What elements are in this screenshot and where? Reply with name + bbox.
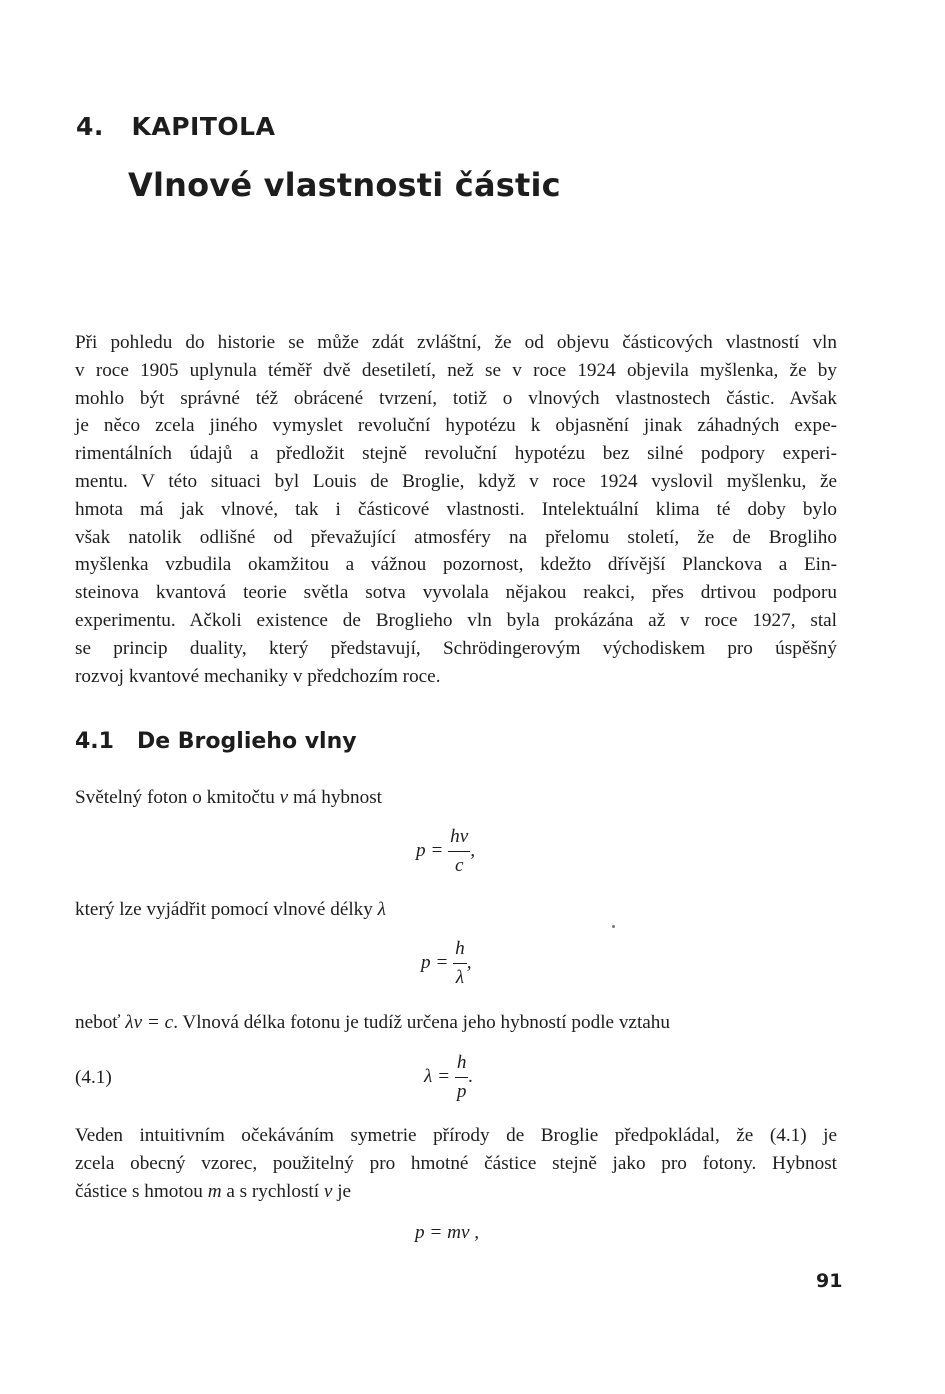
intro-line: v roce 1905 uplynula téměř dvě desetiletí, než se v roce 1924 objevila myšlenka, že by — [75, 359, 837, 381]
intro-line: mohlo být správné též obrácené tvrzení, totiž o vlnových vlastnostech částic. Avšak — [75, 387, 837, 409]
fraction-numerator: h — [455, 938, 465, 959]
math-variable: v — [279, 787, 289, 808]
intro-line: je něco zcela jiného vymyslet revoluční hypotézu k objasnění jinak záhadných expe- — [75, 415, 837, 437]
fraction — [448, 826, 470, 877]
page-number: 91 — [816, 1270, 843, 1292]
fraction-bar — [455, 1077, 469, 1078]
text-fragment: má hybnost — [288, 787, 382, 808]
equation-punctuation: . — [468, 1065, 474, 1087]
math-variable: λ — [377, 899, 386, 920]
hypothesis-line — [75, 1178, 837, 1206]
equation-number: (4.1) — [75, 1067, 112, 1088]
intro-paragraph — [75, 329, 837, 690]
intro-line: steinova kvantová teorie světla sotva vyvolala nějakou reakci, přes drtivou podporu — [75, 582, 837, 604]
text-fragment: neboť — [75, 1012, 126, 1033]
fraction — [455, 1052, 469, 1103]
intro-line: rozvoj kvantové mechaniky v předchozím roce. — [75, 665, 441, 687]
intro-line: rimentálních údajů a předložit stejně revoluční hypotézu bez silné podpory experi- — [75, 443, 837, 465]
math-expression: λv = c — [125, 1012, 174, 1033]
intro-line: Při pohledu do historie se může zdát zvláštní, že od objevu částicových vlastností vln — [75, 332, 837, 353]
equation-punctuation: , — [470, 839, 476, 861]
hypothesis-line: Veden intuitivním očekáváním symetrie přírody de Broglie předpokládal, že (4.1) je — [75, 1125, 837, 1146]
equation-de-broglie — [424, 1052, 473, 1103]
section-heading: 4.1 De Broglieho vlny — [75, 729, 357, 754]
fraction-numerator: h — [456, 1052, 467, 1073]
speck-mark — [612, 925, 615, 928]
fraction-denominator: λ — [455, 967, 465, 988]
fraction-numerator: hv — [450, 826, 469, 847]
hypothesis-paragraph — [75, 1122, 837, 1205]
fraction-denominator: c — [454, 855, 464, 876]
math-variable: m — [207, 1180, 222, 1202]
intro-line: experimentu. Ačkoli existence de Broglieho vln byla prokázána až v roce 1927, stal — [75, 609, 837, 631]
equation-momentum-frequency — [416, 826, 475, 877]
fraction — [453, 938, 467, 989]
text-fragment: částice s hmotou — [75, 1180, 208, 1202]
equation-momentum-wavelength — [421, 938, 472, 989]
text-fragment: a s rychlostí — [221, 1180, 324, 1202]
equation-lhs: λ = — [424, 1065, 451, 1087]
intro-line: však natolik odlišné od převažující atmosféry na přelomu století, že de Brogliho — [75, 526, 837, 548]
photon-wavelength-sentence — [75, 1012, 670, 1034]
fraction-denominator: p — [456, 1081, 467, 1102]
fraction-bar — [453, 963, 467, 964]
hypothesis-line: zcela obecný vzorec, použitelný pro hmotné částice stejně jako pro fotony. Hybnost — [75, 1152, 837, 1174]
equation-punctuation: , — [466, 951, 472, 973]
math-variable: v — [323, 1180, 333, 1202]
photon-sentence — [75, 787, 382, 809]
equation-lhs: p = — [416, 839, 444, 861]
text-fragment: je — [332, 1180, 352, 1202]
intro-line: myšlenka vzbudila okamžitou a vážnou pozornost, kdežto dřívější Planckova a Ein- — [75, 554, 837, 576]
fraction-bar — [448, 851, 470, 852]
text-fragment: který lze vyjádřit pomocí vlnové délky — [75, 899, 378, 920]
intro-line: se princip duality, který představují, Schrödingerovým východiskem pro úspěšný — [75, 637, 837, 659]
intro-line: hmota má jak vlnové, tak i částicové vlastnosti. Intelektuální klima té doby bylo — [75, 498, 837, 520]
wavelength-sentence — [75, 899, 386, 921]
text-fragment: . Vlnová délka fotonu je tudíž určena jeho hybností podle vztahu — [173, 1012, 670, 1033]
chapter-label: 4. KAPITOLA — [76, 112, 276, 141]
intro-line: mentu. V této situaci byl Louis de Broglie, když v roce 1924 vyslovil myšlenku, že — [75, 470, 837, 492]
equation-particle-momentum: p = mv , — [415, 1222, 480, 1243]
chapter-title: Vlnové vlastnosti částic — [128, 166, 561, 204]
equation-lhs: p = — [421, 951, 449, 973]
text-fragment: Světelný foton o kmitočtu — [75, 787, 280, 808]
